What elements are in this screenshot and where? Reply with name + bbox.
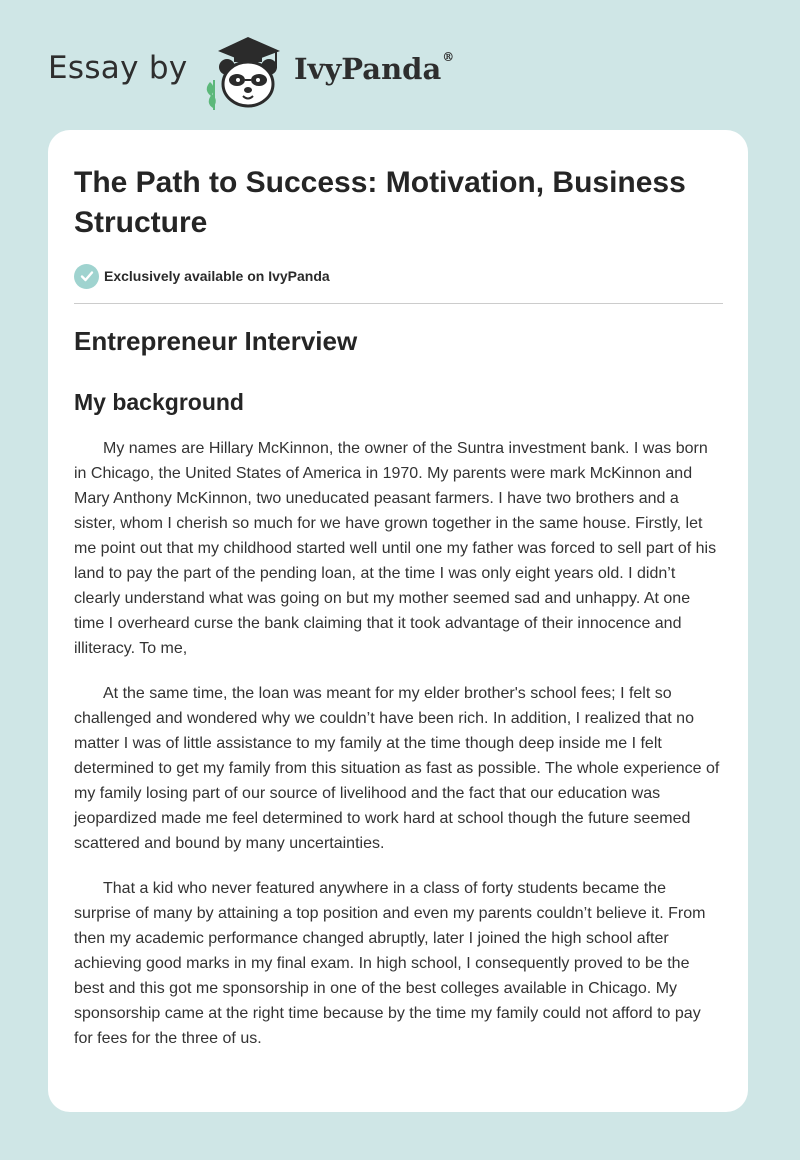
body-paragraph: My names are Hillary McKinnon, the owner of the Suntra investment bank. I was born in Chicago, the United States of America in 1970. My parents were mark McKinnon and Mary Anthony McKinnon, two uneducated peasant farmers. I have two brothers and a sister, whom I cherish so much for we have grown together in the same house. Firstly, let me point out that my childhood started well until one my father was forced to sell part of his land to pay the part of the pending loan, at the time I was only eight years old. I didn’t clearly understand what was going on but my mother seemed sad and unhappy. At one time I overheard curse the bank claiming that it took advantage of their innocence and illiteracy. To me, bbox=[74, 440, 717, 657]
subsection-heading: My background bbox=[74, 389, 244, 415]
section-heading: Entrepreneur Interview bbox=[74, 326, 358, 356]
brand-name[interactable] bbox=[294, 52, 454, 86]
site-header bbox=[48, 30, 508, 110]
essay-title: The Path to Success: Motivation, Business Structure bbox=[74, 166, 686, 239]
brand-text[interactable]: IvyPanda bbox=[294, 52, 442, 86]
body-paragraph: That a kid who never featured anywhere in a class of forty students became the surprise of many by attaining a top position and even my parents couldn’t believe it. From then my academic performance changed abruptly, later I joined the high school after achieving good marks in my final exam. In high school, I consequently proved to be the best and this got me sponsorship in one of the best colleges available in Chicago. My sponsorship came at the right time because by the time my family could not afford to pay for fees for the three of us. bbox=[74, 880, 706, 1047]
exclusive-badge-text: Exclusively available on IvyPanda bbox=[104, 268, 330, 284]
registered-mark: ® bbox=[442, 50, 455, 64]
essay-body bbox=[74, 436, 722, 1071]
body-paragraph: At the same time, the loan was meant for my elder brother's school fees; I felt so challenged and wondered why we couldn’t have been rich. In addition, I realized that no matter I was of little assistance to my family at the time though deep inside me I felt determined to get my family from this situation as fast as possible. The whole experience of my family losing part of our source of livelihood and the fact that our education was jeopardized made me feel determined to work hard at school though the future seemed scattered and bound by many uncertainties. bbox=[74, 685, 720, 852]
check-icon bbox=[74, 264, 99, 289]
panda-graduate-icon[interactable] bbox=[200, 34, 292, 110]
exclusive-badge bbox=[74, 263, 330, 289]
title-divider bbox=[74, 303, 723, 304]
essay-by-label: Essay by bbox=[48, 50, 188, 86]
essay-card bbox=[48, 130, 748, 1112]
